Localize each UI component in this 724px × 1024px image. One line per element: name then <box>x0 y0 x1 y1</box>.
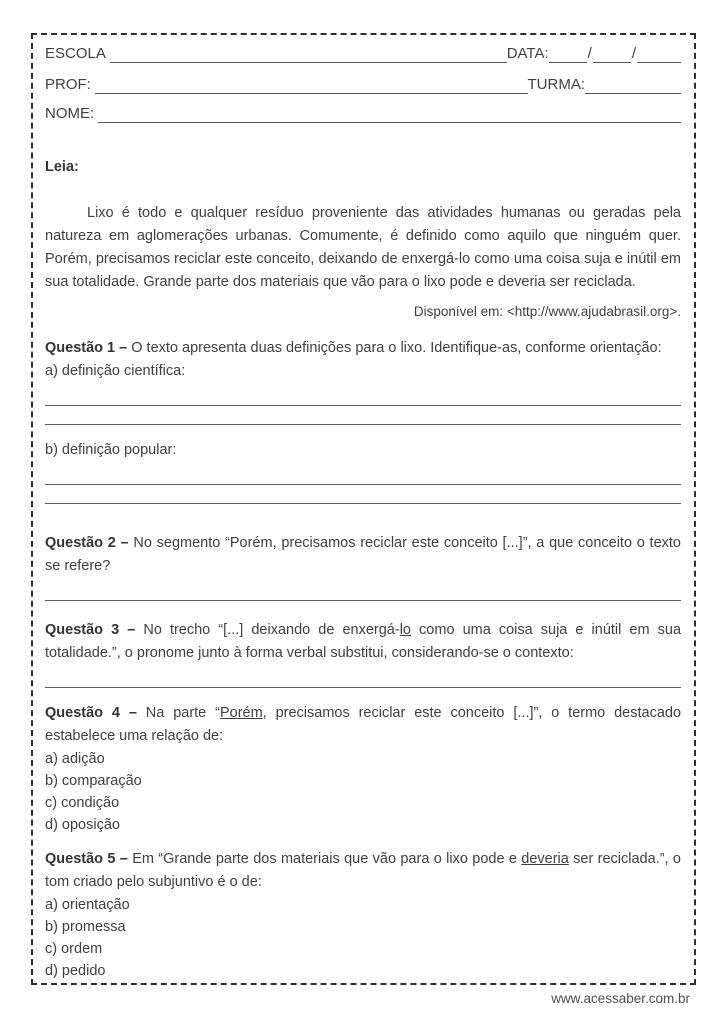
prof-label: PROF: <box>45 76 91 93</box>
question-4 <box>45 702 681 836</box>
header-row-prof <box>45 76 681 94</box>
date-label: DATA: <box>506 45 549 62</box>
source-citation: Disponível em: <http://www.ajudabrasil.org>. <box>413 304 681 319</box>
question-5-option-d: d) pedido <box>45 963 106 979</box>
class-blank-line <box>585 79 681 94</box>
question-4-statement-pre: Na parte “ <box>136 705 220 721</box>
date-separator: / <box>587 45 592 62</box>
header-row-school <box>45 45 681 63</box>
class-label: TURMA: <box>527 76 585 93</box>
question-4-statement-post: , precisamos reciclar este conceito [...]”, o termo destacado estabelece uma relação de: <box>45 705 682 744</box>
reading-paragraph: Lixo é todo e qualquer resíduo proveniente das atividades humanas ou geradas pela natureza em aglomerações urbanas. Comumente, é definido como aquilo que ninguém quer. Porém, precisamos reciclar este conceito, deixando de enxergá-lo como uma coisa suja e inútil em sua totalidade. Grande parte dos materiais que vão para o lixo pode e deveria ser reciclada. <box>45 205 681 290</box>
question-4-underlined-term: Porém <box>219 705 263 721</box>
question-1-text <box>45 337 681 360</box>
question-3-statement-post: como uma coisa suja e inútil em sua totalidade.”, o pronome junto à forma verbal substitui, considerando-se o contexto: <box>45 622 682 661</box>
answer-area-1b <box>45 466 681 504</box>
question-5-option-a: a) orientação <box>45 897 130 913</box>
question-4-option-d: d) oposição <box>45 817 120 833</box>
question-2-label: Questão 2 – <box>45 535 129 551</box>
answer-line <box>45 669 681 688</box>
question-5-statement-pre: Em “Grande parte dos materiais que vão para o lixo pode e <box>127 851 522 867</box>
question-4-option-a: a) adição <box>45 751 105 767</box>
question-4-label: Questão 4 – <box>45 705 137 721</box>
answer-area-2 <box>45 582 681 601</box>
header-row-name <box>45 105 681 123</box>
answer-area-3 <box>45 669 681 688</box>
question-5-option-c: c) ordem <box>45 941 103 957</box>
question-5-label: Questão 5 – <box>45 851 128 867</box>
question-3-label: Questão 3 – <box>45 622 136 638</box>
question-2-text <box>45 532 681 578</box>
question-1 <box>45 337 681 504</box>
name-blank-line <box>98 108 681 123</box>
question-4-text <box>45 702 681 748</box>
question-1-item-b: b) definição popular: <box>45 442 177 458</box>
answer-line <box>45 485 681 504</box>
question-2-statement: No segmento “Porém, precisamos reciclar este conceito [...]”, a que conceito o texto se refere? <box>45 535 681 574</box>
question-4-option-b: b) comparação <box>45 773 142 789</box>
question-5-text <box>45 848 681 894</box>
date-month-blank <box>593 48 631 63</box>
question-5-underlined-term: deveria <box>521 851 569 867</box>
prof-blank-line <box>95 79 528 94</box>
answer-line <box>45 406 681 425</box>
date-separator: / <box>631 45 636 62</box>
question-3-text <box>45 619 681 665</box>
question-4-option-c: c) condição <box>45 795 120 811</box>
date-day-blank <box>549 48 587 63</box>
question-5-option-b: b) promessa <box>45 919 126 935</box>
website-url: www.acessaber.com.br <box>551 991 690 1006</box>
question-1-statement: O texto apresenta duas definições para o lixo. Identifique-as, conforme orientação: <box>127 340 662 356</box>
name-label: NOME: <box>45 105 95 122</box>
date-year-blank <box>637 48 681 63</box>
worksheet-border <box>31 33 696 985</box>
answer-area-1a <box>45 387 681 425</box>
school-label: ESCOLA <box>45 45 106 62</box>
question-1-label: Questão 1 – <box>45 340 128 356</box>
question-3 <box>45 619 681 688</box>
question-5 <box>45 848 681 982</box>
answer-line <box>45 466 681 485</box>
question-3-underlined-term: lo <box>399 622 411 638</box>
answer-line <box>45 387 681 406</box>
question-1-item-a: a) definição científica: <box>45 363 186 379</box>
question-3-statement-pre: No trecho “[...] deixando de enxergá- <box>135 622 400 638</box>
reading-instruction: Leia: <box>45 159 79 175</box>
school-blank-line <box>110 48 507 63</box>
question-2 <box>45 532 681 601</box>
answer-line <box>45 582 681 601</box>
question-5-statement-post: ser reciclada.”, o tom criado pelo subjuntivo é o de: <box>45 851 681 890</box>
